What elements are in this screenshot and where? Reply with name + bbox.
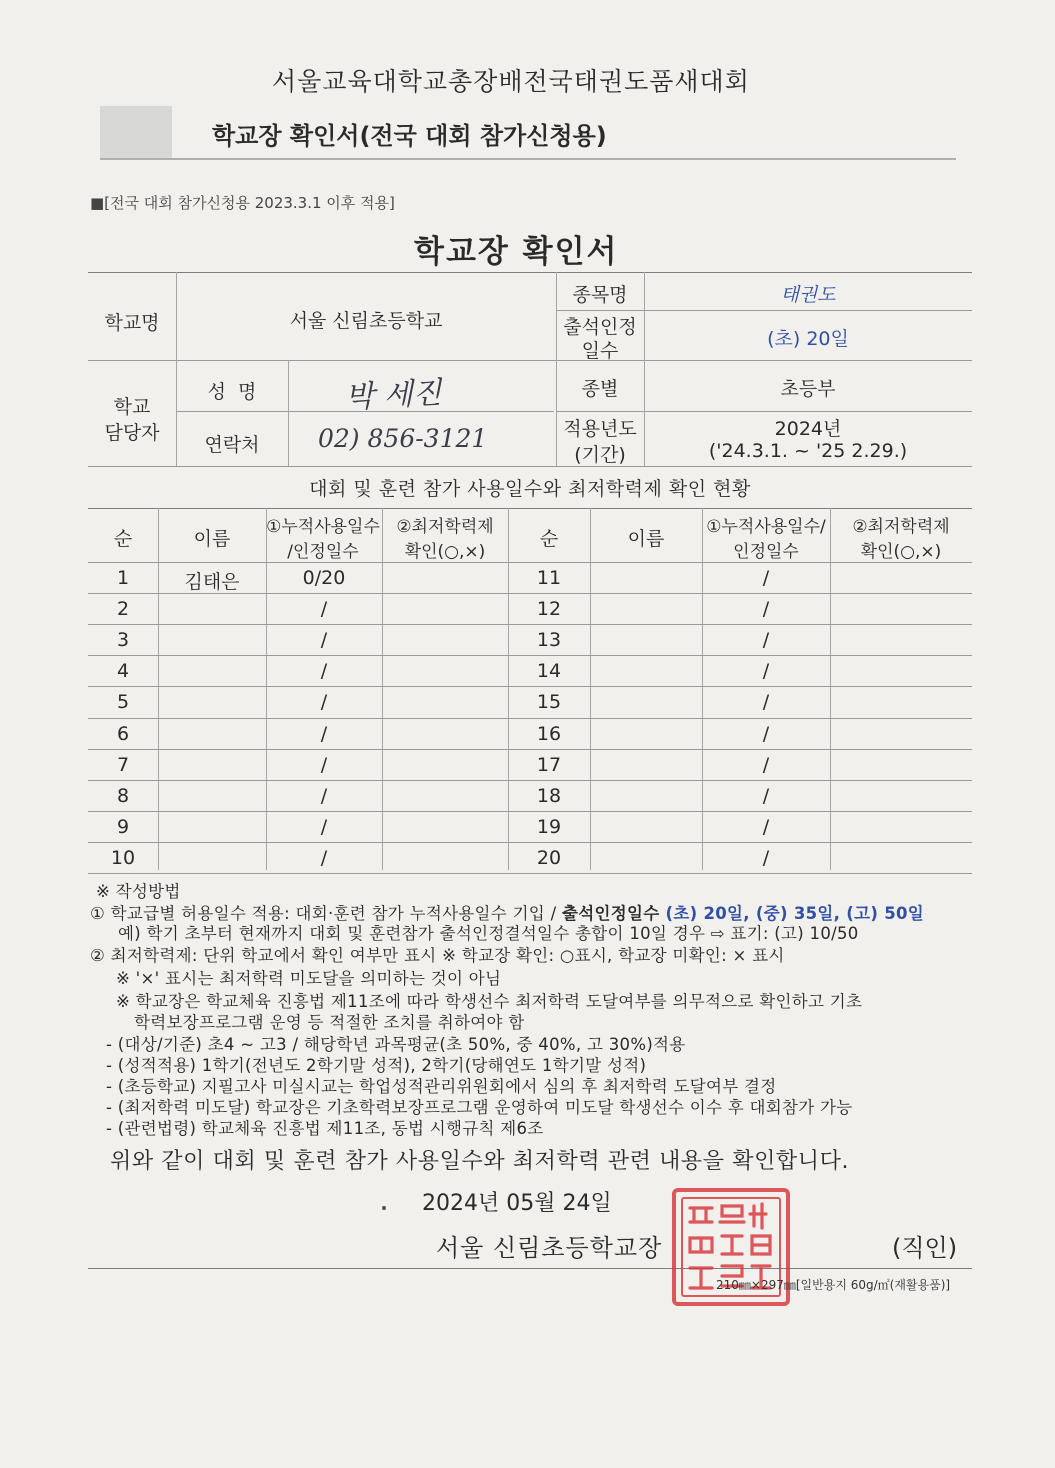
note-3: ※ '×' 표시는 최저학력 미도달을 의미하는 것이 아님 [116,969,502,988]
row-no-left: 9 [116,816,130,838]
paper-spec: 210㎜×297㎜[일반용지 60g/㎡(재활용품)] [716,1278,951,1292]
row-days-left: / [320,723,328,745]
page-title: 학교장 확인서 [414,234,619,270]
school-name-value: 서울 신림초등학교 [289,310,443,332]
header-name-right: 이름 [627,528,665,550]
header-name-left: 이름 [193,528,231,550]
manager-label-1: 학교 [113,396,151,418]
person-name-handwritten: 박 세진 [344,375,443,416]
attendance-value: (초) 20일 [767,328,849,350]
row-no-left: 1 [116,567,130,589]
note-2: ② 최저학력제: 단위 학교에서 확인 여부만 표시 ※ 학교장 확인: ○표시, 학교장 미확인: × 표시 [90,946,785,965]
event-label: 종목명 [572,284,628,306]
note-1-days: (초) 20일, (중) 35일, (고) 50일 [665,904,925,923]
row-no-left: 5 [116,691,130,713]
row-days-left: / [320,629,328,651]
row-days-left: / [320,754,328,776]
row-no-right: 12 [536,598,562,620]
category-value: 초등부 [780,378,836,400]
header-check-left-2: 확인(○,×) [404,542,486,562]
year-label-1: 적용년도 [563,418,637,440]
row-no-left: 4 [116,660,130,682]
bullet-2: - (성적적용) 1학기(전년도 2학기말 성적), 2학기(당해연도 1학기말 성적) [106,1056,647,1075]
footer-line [88,1268,972,1269]
row-days-right: / [762,847,770,869]
manager-label-2: 담당자 [104,422,160,444]
row-days-right: / [762,598,770,620]
row-name-left: 김태은 [184,571,240,593]
year-label-2: (기간) [574,444,626,466]
attendance-label-1: 출석인정 [563,316,637,338]
header-check-left-1: ②최저학력제 [396,517,494,537]
row-no-right: 18 [536,785,562,807]
year-value-1: 2024년 [774,418,842,440]
table-row-line [88,624,972,625]
header-days-left-2: /인정일수 [287,542,359,562]
row-days-left: / [320,660,328,682]
row-days-right: / [762,691,770,713]
confirmation-statement: 위와 같이 대회 및 훈련 참가 사용일수와 최저학력 관련 내용을 확인합니다. [110,1149,850,1174]
row-no-right: 16 [536,723,562,745]
table-caption: 대회 및 훈련 참가 사용일수와 최저학력제 확인 현황 [309,478,751,500]
table-row-line [88,562,972,563]
subtitle-gray-box [100,106,172,158]
subtitle-underline [100,158,956,160]
notes-heading: ※ 작성방법 [96,882,181,901]
person-name-label: 성 명 [207,381,257,403]
header-check-right-1: ②최저학력제 [852,517,950,537]
row-no-left: 8 [116,785,130,807]
document-subtitle: 학교장 확인서(전국 대회 참가신청용) [212,122,607,150]
bullet-3: - (초등학교) 지필고사 미실시교는 학업성적관리위원회에서 심의 후 최저학력 도달여부 결정 [106,1077,777,1096]
row-days-left: / [320,598,328,620]
table-row-line [88,842,972,843]
table-row-line [88,718,972,719]
header-check-right-2: 확인(○,×) [860,542,942,562]
bullet-5: - (관련법령) 학교체육 진흥법 제11조, 동법 시행규칙 제6조 [106,1119,544,1138]
row-days-right: / [762,816,770,838]
note-4a: ※ 학교장은 학교체육 진흥법 제11조에 따라 학생선수 최저학력 도달여부를 의무적으로 확인하고 기초 [116,992,863,1011]
note-1-bold: 출석인정일수 [562,904,666,923]
row-days-right: / [762,723,770,745]
row-days-left: / [320,816,328,838]
table-row-line [88,749,972,750]
table-row-line [88,873,972,874]
row-no-right: 11 [536,567,562,589]
row-no-right: 14 [536,660,562,682]
row-no-right: 20 [536,847,562,869]
note-1-text: ① 학교급별 허용일수 적용: 대회·훈련 참가 누적사용일수 기입 / [90,904,562,923]
row-days-right: / [762,567,770,589]
row-days-left: 0/20 [302,567,346,589]
bullet-4: - (최저학력 미도달) 학교장은 기초학력보장프로그램 운영하여 미도달 학생선수 이수 후 대회참가 가능 [106,1098,853,1117]
school-name-label: 학교명 [104,312,160,334]
contact-label: 연락처 [204,434,260,456]
row-days-left: / [320,785,328,807]
row-no-left: 3 [116,629,130,651]
row-days-right: / [762,660,770,682]
bullet-1: - (대상/기준) 초4 ~ 고3 / 해당학년 과목평균(초 50%, 중 40%, 고 30%)적용 [106,1035,686,1054]
attendance-label-2: 일수 [581,340,619,362]
table-row-line [88,686,972,687]
header-days-right-2: 인정일수 [733,542,799,562]
table-row-line [88,811,972,812]
row-no-right: 13 [536,629,562,651]
header-days-right-1: ①누적사용일수/ [706,517,826,537]
header-no-left: 순 [113,528,133,550]
header-no-right: 순 [539,528,559,550]
table-row-line [88,655,972,656]
row-no-left: 7 [116,754,130,776]
row-days-left: / [320,847,328,869]
row-days-left: / [320,691,328,713]
event-value: 태권도 [780,284,836,306]
row-no-left: 2 [116,598,130,620]
apply-note: ■[전국 대회 참가신청용 2023.3.1 이후 적용] [90,194,395,212]
dot-mark [382,1206,386,1210]
row-days-right: / [762,785,770,807]
row-days-right: / [762,754,770,776]
row-days-right: / [762,629,770,651]
note-4b: 학력보장프로그램 운영 등 적절한 조치를 취하여야 함 [134,1013,525,1032]
competition-title: 서울교육대학교총장배전국태권도품새대회 [272,67,750,96]
table-row-line [88,780,972,781]
row-no-right: 17 [536,754,562,776]
note-1-example: 예) 학기 초부터 현재까지 대회 및 훈련참가 출석인정결석일수 총합이 10일 경우 ⇨ 표기: (고) 10/50 [118,924,859,943]
header-days-left-1: ①누적사용일수 [266,517,380,537]
row-no-right: 15 [536,691,562,713]
row-no-right: 19 [536,816,562,838]
contact-handwritten: 02) 856-3121 [318,424,488,453]
row-no-left: 6 [116,723,130,745]
seal-label: (직인) [892,1234,958,1262]
category-label: 종별 [581,378,619,400]
row-no-left: 10 [110,847,136,869]
signer-name: 서울 신림초등학교장 [436,1234,663,1262]
year-value-2: ('24.3.1. ~ '25 2.29.) [708,440,908,462]
issue-date: 2024년 05월 24일 [422,1191,612,1216]
